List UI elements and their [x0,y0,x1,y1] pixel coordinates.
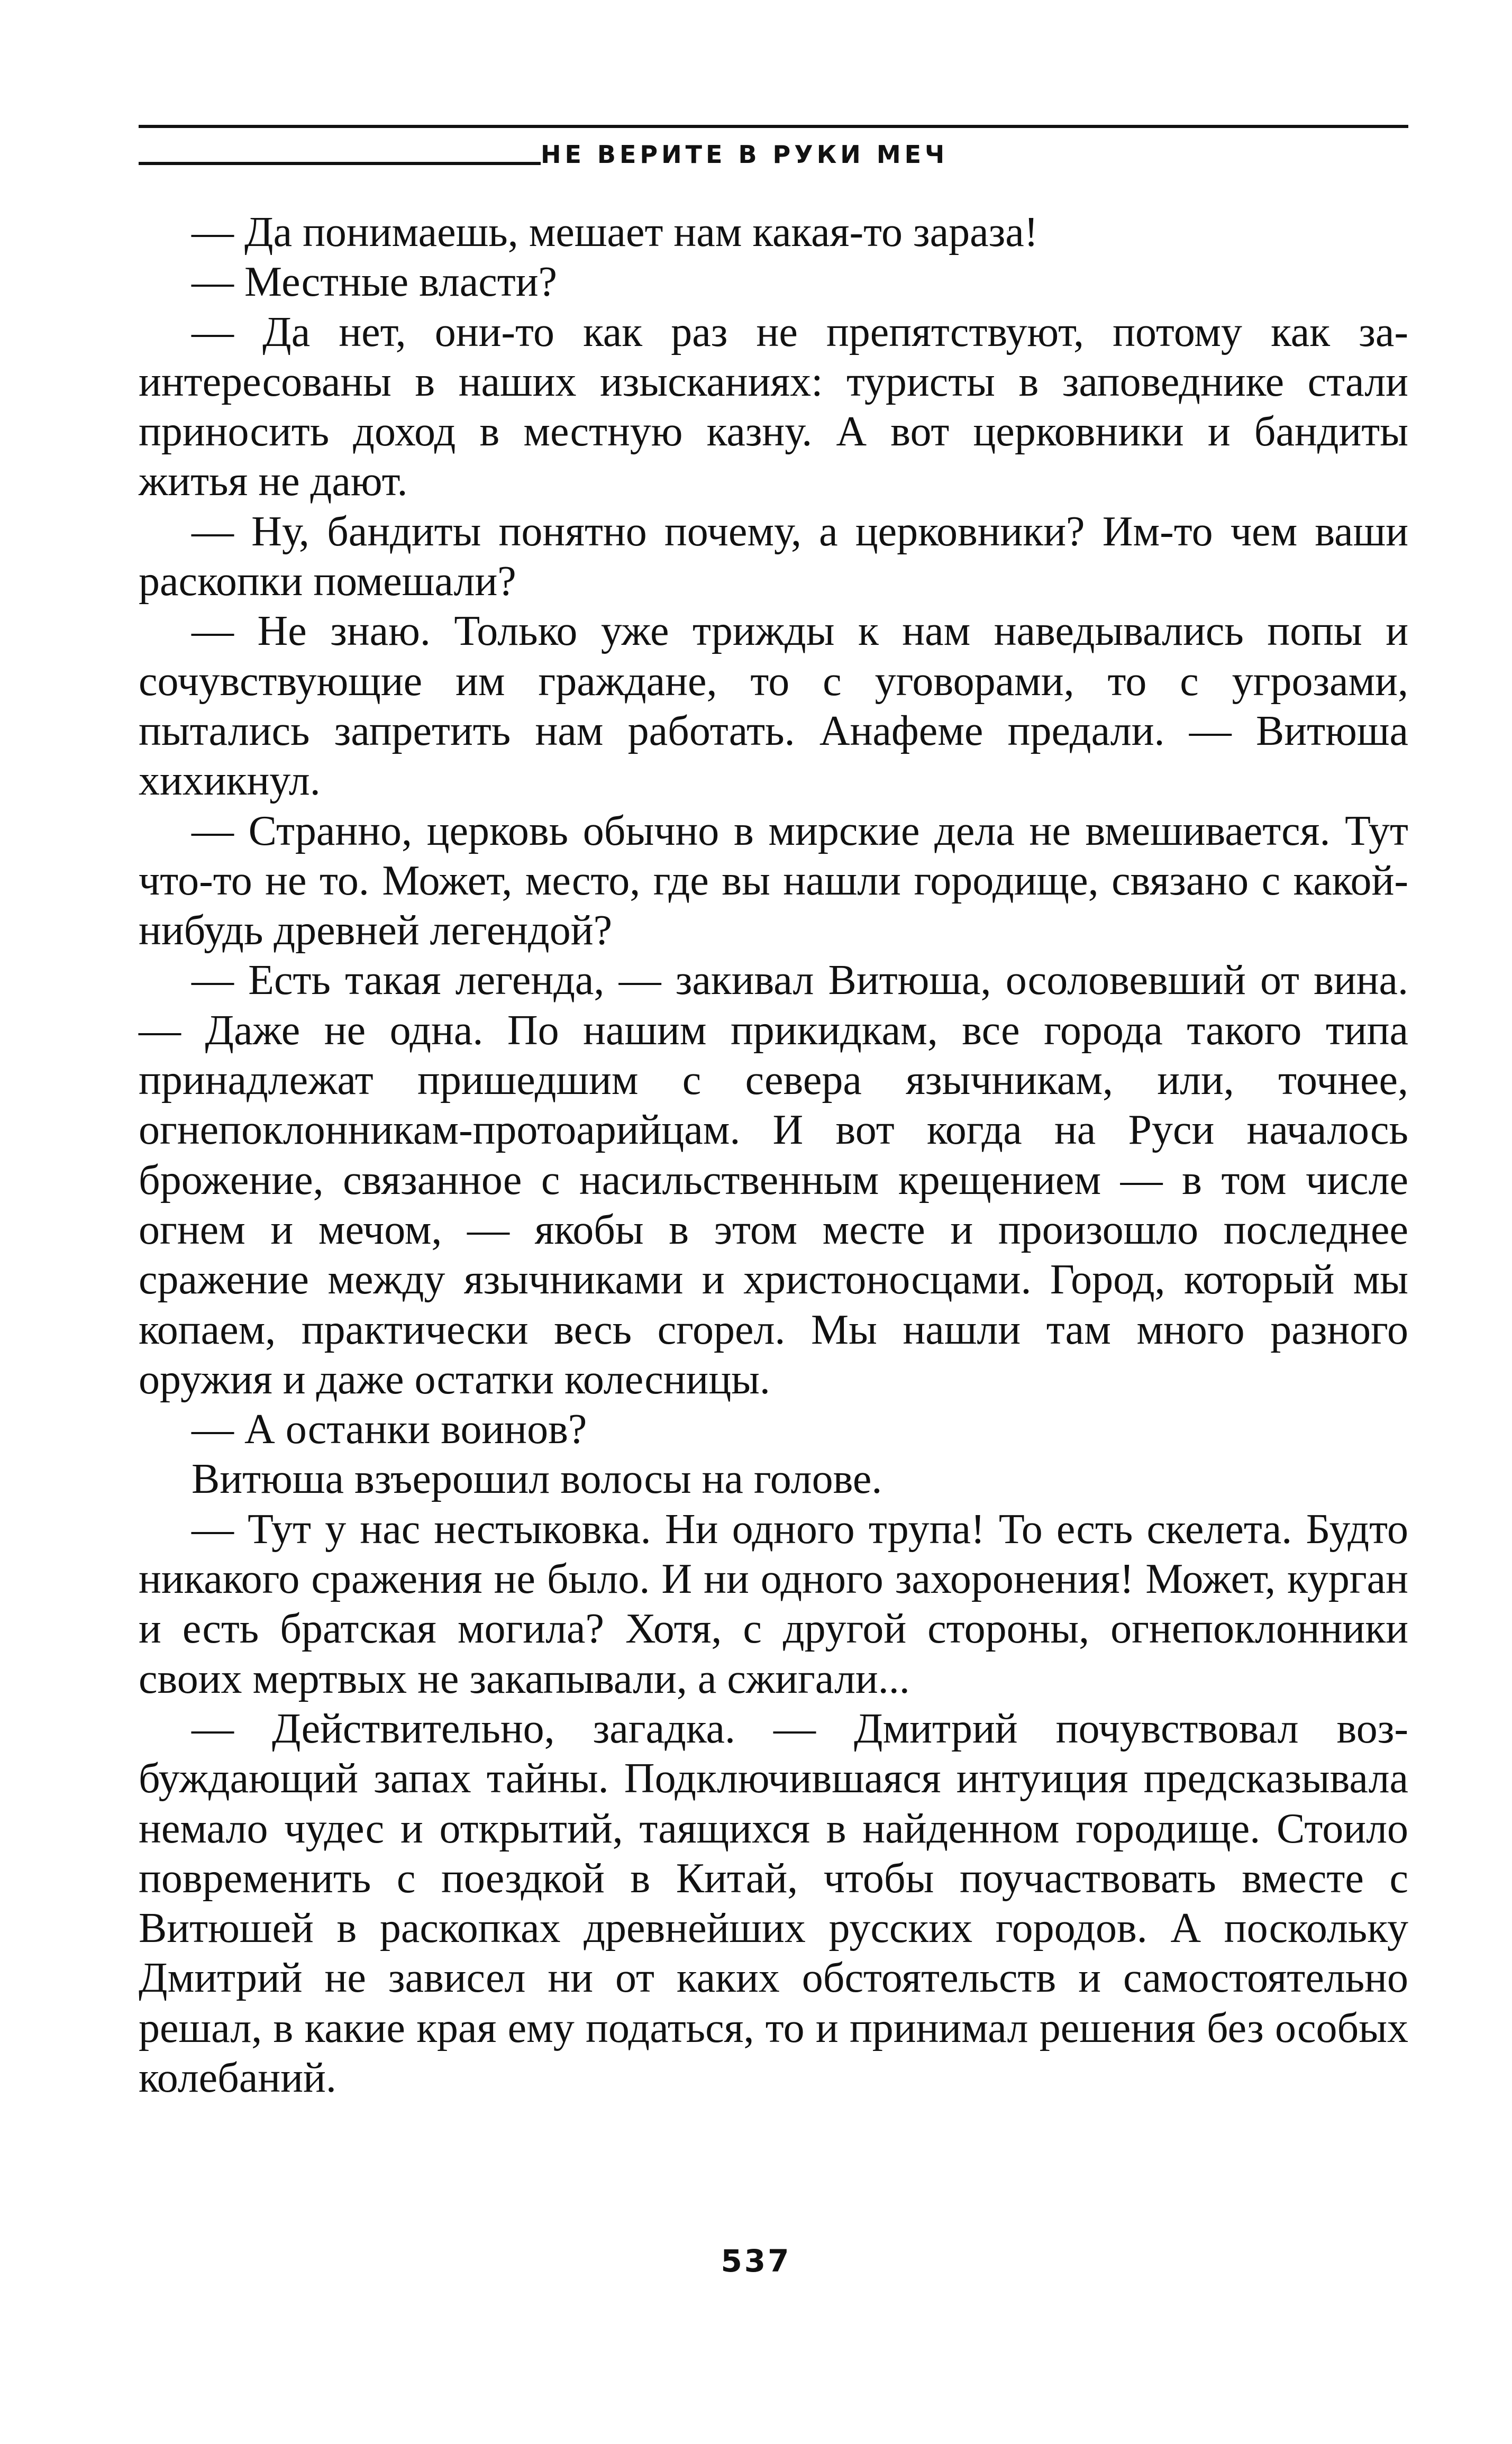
header-left-rule [139,162,541,165]
paragraph: — А останки воинов? [192,1406,587,1453]
paragraph: — Да нет, они-то как раз не препятствуют, потому как заинтересованы в наших изысканиях: туристы в заповеднике стали приносить доход в местную казну. А вот церковники и бандиты житья не дают. [139,308,1408,505]
paragraph: — Тут у нас нестыковка. Ни одного трупа! То есть скелета. Будто никакого сражения не было. И ни одного захоронения! Может, курган и есть братская могила? Хотя, с другой стороны, огнепоклонники своих мертвых не закапывали, а сжигали... [139,1506,1408,1702]
paragraph: — Не знаю. Только уже трижды к нам наведывались попы и сочувствующие им граждане, то с уговорами, то с угрозами, пытались запретить нам работать. Анафеме предали. — Витюша хихикнул. [139,608,1408,805]
paragraph: — Ну, бандиты понятно почему, а церковники? Им-то чем ваши раскопки помешали? [139,508,1408,605]
paragraph: Витюша взъерошил волосы на голове. [192,1456,882,1503]
paragraph: — Есть такая легенда, — закивал Витюша, осоловевший от вина. — Даже не одна. По нашим прикидкам, все города такого типа принадлежат пришедшим с севера язычникам, или, точнее, огнепоклонникам-протоарийцам. И вот когда на Руси началось брожение, связанное с насильственным крещением — в том числе огнем и мечом, — якобы в этом месте и произошло последнее сражение между язычниками и христоносцами. Город, который мы копаем, практически весь сгорел. Мы нашли там много разного оружия и даже остатки колесницы. [139,957,1408,1403]
header-top-rule [139,125,1408,128]
paragraph: — Местные власти? [192,259,558,306]
paragraph: — Да понимаешь, мешает нам какая-то зараза! [192,209,1039,256]
running-title: НЕ ВЕРИТЕ В РУКИ МЕЧ [541,140,949,169]
body-text [139,207,1408,2103]
running-header [139,139,1408,170]
paragraph: — Странно, церковь обычно в мирские дела не вмешивается. Тут что-то не то. Может, место, где вы нашли городище, связано с какой-нибудь древней легендой? [139,807,1408,954]
page-number: 537 [721,2243,791,2279]
paragraph: — Действительно, загадка. — Дмитрий почувствовал возбуждающий запах тайны. Подключившаяся интуиция предсказывала немало чудес и открытий, таящихся в найденном городище. Стоило повременить с поездкой в Китай, чтобы поучаствовать вместе с Витюшей в раскопках древнейших русских городов. А поскольку Дмитрий не зависел ни от каких обстоятельств и самостоятельно решал, в какие края ему податься, то и принимал решения без особых колебаний. [139,1705,1408,2101]
